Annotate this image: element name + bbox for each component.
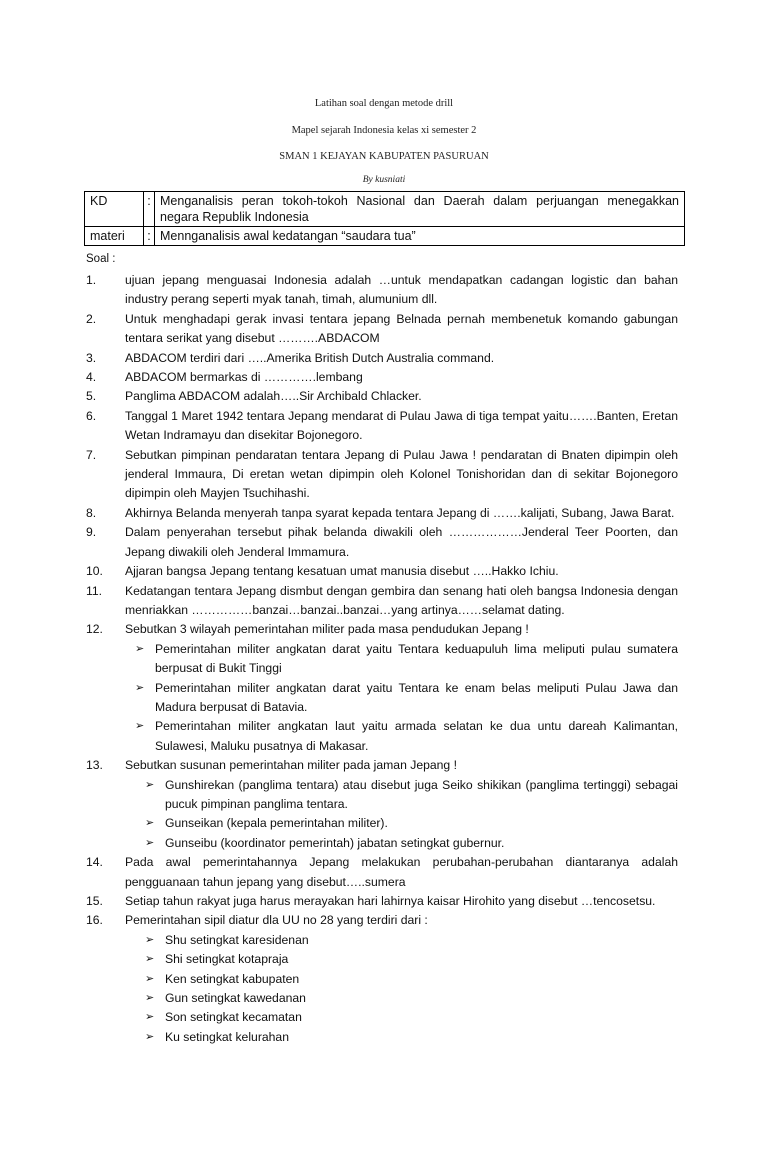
question-text: Sebutkan susunan pemerintahan militer pada jaman Jepang ! xyxy=(125,758,457,773)
question-text: Untuk menghadapi gerak invasi tentara jepang Belnada pernah membenetuk komando gabungan tentara serikat yang disebut ……….ABDACOM xyxy=(125,311,678,346)
sub-item xyxy=(135,717,678,756)
question-text: Sebutkan 3 wilayah pemerintahan militer pada masa pendudukan Jepang ! xyxy=(125,622,529,637)
arrow-bullet-icon: ➢ xyxy=(145,1030,155,1043)
question-number: 15. xyxy=(86,894,103,908)
question-item xyxy=(86,368,678,387)
question-item xyxy=(86,504,678,523)
kd-separator: : xyxy=(144,192,155,227)
question-text: Setiap tahun rakyat juga harus merayakan hari lahirnya kaisar Hirohito yang disebut …tencosetsu. xyxy=(125,894,656,908)
question-number: 6. xyxy=(86,408,97,423)
question-number: 7. xyxy=(86,447,97,462)
sub-item-text: Shu setingkat karesidenan xyxy=(165,932,309,947)
sub-item-text: Pemerintahan militer angkatan darat yaitu Tentara keduapuluh lima meliputi pulau sumatera berpusat di Bukit Tinggi xyxy=(155,641,678,676)
question-item xyxy=(86,349,678,368)
header-subject: Mapel sejarah Indonesia kelas xi semester 2 xyxy=(291,125,477,136)
sub-item-text: Son setingkat kecamatan xyxy=(165,1010,302,1025)
arrow-bullet-icon: ➢ xyxy=(145,972,155,985)
sub-item-text: Gunshirekan (panglima tentara) atau disebut juga Seiko shikikan (panglima tertinggi) sebagai pucuk pimpinan panglima tentara. xyxy=(165,777,678,811)
question-item xyxy=(86,271,678,310)
question-text: Pada awal pemerintahannya Jepang melakukan perubahan-perubahan diantaranya adalah pengguanaan tahun jepang yang disebut…..sumera xyxy=(125,855,678,889)
arrow-bullet-icon: ➢ xyxy=(135,720,145,733)
materi-row xyxy=(85,227,685,246)
header-title: Latihan soal dengan metode drill xyxy=(314,98,454,109)
materi-text: Mennganalisis awal kedatangan “saudara tua” xyxy=(155,227,685,246)
arrow-bullet-icon: ➢ xyxy=(145,836,155,849)
question-number: 9. xyxy=(86,525,97,540)
arrow-bullet-icon: ➢ xyxy=(145,817,155,830)
question-text: Tanggal 1 Maret 1942 tentara Jepang mendarat di Pulau Jawa di tiga tempat yaitu…….Banten, Eretan Wetan Indramayu dan disekitar Bojonegoro. xyxy=(125,408,678,443)
question-number: 2. xyxy=(86,311,97,326)
question-number: 1. xyxy=(86,273,97,287)
sub-item-text: Gunseikan (kepala pemerintahan militer). xyxy=(165,816,388,831)
arrow-bullet-icon: ➢ xyxy=(135,642,145,655)
question-item xyxy=(86,620,678,639)
question-item xyxy=(86,523,678,562)
header-school: SMAN 1 KEJAYAN KABUPATEN PASURUAN xyxy=(279,151,489,162)
question-number: 13. xyxy=(86,758,103,773)
sub-item xyxy=(145,970,678,989)
question-number: 11. xyxy=(86,583,103,598)
question-item xyxy=(86,582,678,621)
question-number: 12. xyxy=(86,622,103,637)
arrow-bullet-icon: ➢ xyxy=(135,681,145,694)
question-number: 8. xyxy=(86,505,97,520)
question-text: Kedatangan tentara Jepang dismbut dengan gembira dan senang hati oleh bangsa Indonesia dengan menriakkan ……………banzai…banzai..banzai…yang artinya……selamat dating. xyxy=(125,583,678,617)
sub-item xyxy=(135,679,678,718)
question-item xyxy=(86,407,678,446)
question-text: ABDACOM bermarkas di ………….lembang xyxy=(125,370,363,385)
question-number: 4. xyxy=(86,370,97,385)
sub-item xyxy=(145,950,678,969)
sub-item xyxy=(145,1008,678,1027)
kd-row xyxy=(85,192,685,227)
sub-item xyxy=(145,776,678,815)
arrow-bullet-icon: ➢ xyxy=(145,953,155,966)
question-number: 16. xyxy=(86,913,103,928)
sub-item-text: Gunseibu (koordinator pemerintah) jabatan setingkat gubernur. xyxy=(165,835,505,850)
sub-item-text: Pemerintahan militer angkatan laut yaitu armada selatan ke dua untu dareah Kalimantan, Sulawesi, Maluku pusatnya di Makasar. xyxy=(155,719,678,753)
question-item xyxy=(86,446,678,504)
question-text: Dalam penyerahan tersebut pihak belanda diwakili oleh ………………Jenderal Teer Poorten, dan Jepang diwakili oleh Jenderal Immamura. xyxy=(125,525,678,559)
question-item xyxy=(86,853,678,892)
arrow-bullet-icon: ➢ xyxy=(145,992,155,1005)
question-item xyxy=(86,387,678,406)
question-text: Sebutkan pimpinan pendaratan tentara Jepang di Pulau Jawa ! pendaratan di Bnaten dipimpin oleh jenderal Immaura, Di eretan wetan dipimpin oleh Kolonel Tonishoridan dan di sekitar Bojonegoro dipimpin oleh Mayjen Tsuchihashi. xyxy=(125,447,678,501)
kd-table xyxy=(84,191,685,246)
question-item xyxy=(86,892,678,911)
sub-item-text: Shi setingkat kotapraja xyxy=(165,952,289,967)
sub-item-text: Gun setingkat kawedanan xyxy=(165,991,306,1006)
sub-item xyxy=(145,989,678,1008)
header-author: By kusniati xyxy=(362,175,406,185)
question-item xyxy=(86,310,678,349)
materi-separator: : xyxy=(144,227,155,246)
question-text: ABDACOM terdiri dari …..Amerika British Dutch Australia command. xyxy=(125,350,495,365)
sub-item-text: Ken setingkat kabupaten xyxy=(165,971,300,986)
kd-label: KD xyxy=(85,192,144,227)
question-number: 3. xyxy=(86,350,97,365)
question-number: 14. xyxy=(86,855,103,870)
sub-item xyxy=(145,931,678,950)
sub-item-text: Ku setingkat kelurahan xyxy=(165,1029,289,1044)
sub-item xyxy=(145,1028,678,1047)
question-text: ujuan jepang menguasai Indonesia adalah …untuk mendapatkan cadangan logistic dan bahan industry perang seperti myak tanah, timah, alumunium dll. xyxy=(125,273,678,307)
question-item xyxy=(86,756,678,775)
question-item xyxy=(86,562,678,581)
question-number: 5. xyxy=(86,389,97,404)
arrow-bullet-icon: ➢ xyxy=(145,778,155,791)
arrow-bullet-icon: ➢ xyxy=(145,1011,155,1024)
kd-text: Menganalisis peran tokoh-tokoh Nasional dan Daerah dalam perjuangan menegakkan negara Republik Indonesia xyxy=(155,192,685,227)
question-text: Pemerintahan sipil diatur dla UU no 28 yang terdiri dari : xyxy=(125,913,428,928)
question-text: Panglima ABDACOM adalah…..Sir Archibald Chlacker. xyxy=(125,389,422,404)
question-item xyxy=(86,911,678,930)
sub-item xyxy=(135,640,678,679)
question-text: Akhirnya Belanda menyerah tanpa syarat kepada tentara Jepang di …….kalijati, Subang, Jawa Barat. xyxy=(125,505,675,520)
sub-item xyxy=(145,814,678,833)
materi-label: materi xyxy=(85,227,144,246)
arrow-bullet-icon: ➢ xyxy=(145,933,155,946)
question-list xyxy=(86,271,678,1047)
question-text: Ajjaran bangsa Jepang tentang kesatuan umat manusia disebut …..Hakko Ichiu. xyxy=(125,564,559,579)
sub-item xyxy=(145,834,678,853)
sub-item-text: Pemerintahan militer angkatan darat yaitu Tentara ke enam belas meliputi Pulau Jawa dan Madura berpusat di Batavia. xyxy=(155,680,678,714)
soal-label: Soal : xyxy=(86,253,116,265)
question-number: 10. xyxy=(86,564,103,579)
